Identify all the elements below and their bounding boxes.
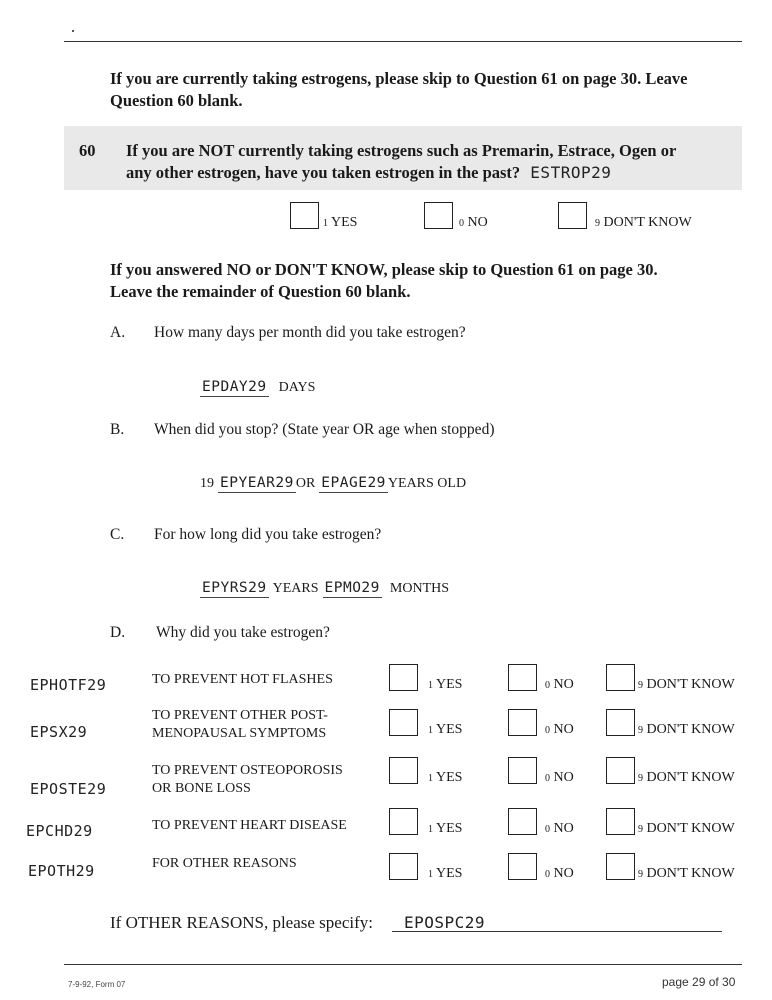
row1-no-checkbox[interactable] [508, 664, 537, 691]
row2-label [152, 707, 328, 743]
instruction-top-line1: If you are currently taking estrogens, please skip to Question 61 on page 30. Leave [110, 69, 688, 88]
footer-page-number: page 29 of 30 [662, 975, 736, 989]
row3-dontknow-code: 9 [638, 773, 643, 784]
row2-yes-code: 1 [428, 725, 433, 736]
row3-yes-option [428, 770, 462, 786]
instruction-top [110, 68, 688, 112]
row2-dontknow-option [638, 722, 735, 738]
question60-line1: If you are NOT currently taking estrogens such as Premarin, Estrace, Ogen or [126, 141, 677, 160]
partB-question: When did you stop? (State year OR age when stopped) [154, 421, 495, 438]
partB-age-unit: YEARS OLD [387, 476, 467, 491]
partB-age-field[interactable]: EPAGE29 [321, 475, 386, 491]
row2-dontknow-checkbox[interactable] [606, 709, 635, 736]
row4-label-line1: TO PREVENT HEART DISEASE [152, 818, 347, 833]
partA-question: How many days per month did you take estrogen? [154, 324, 466, 341]
row5-yes-code: 1 [428, 869, 433, 880]
row4-no-code: 0 [545, 824, 550, 835]
partC-months-field[interactable]: EPMO29 [324, 580, 380, 596]
row5-yes-option [428, 866, 462, 882]
partB-answer [200, 474, 466, 492]
row3-label-line2: OR BONE LOSS [152, 781, 251, 796]
row2-label-line2: MENOPAUSAL SYMPTOMS [152, 726, 327, 741]
row4-no-option [545, 821, 574, 837]
row2-dontknow-label: DON'T KNOW [646, 722, 735, 737]
specify-code[interactable]: EPOSPC29 [404, 913, 486, 932]
row1-label [152, 671, 333, 689]
row3-code: EPOSTE29 [30, 780, 107, 798]
q60-no-checkbox[interactable] [424, 202, 453, 229]
specify-label: If OTHER REASONS, please specify: [110, 913, 373, 932]
row4-dontknow-label: DON'T KNOW [646, 821, 735, 836]
row3-label-line1: TO PREVENT OSTEOPOROSIS [152, 763, 343, 778]
row3-no-checkbox[interactable] [508, 757, 537, 784]
partB-prefix: 19 [200, 476, 214, 491]
row5-no-checkbox[interactable] [508, 853, 537, 880]
row5-no-code: 0 [545, 869, 550, 880]
row1-yes-option [428, 677, 462, 693]
row2-yes-option [428, 722, 462, 738]
row5-no-label: NO [553, 866, 574, 881]
footer-form-id: 7-9-92, Form 07 [68, 980, 126, 989]
partB-or: OR [295, 476, 316, 491]
partC-answer [200, 579, 449, 597]
row5-dontknow-code: 9 [638, 869, 643, 880]
row2-no-label: NO [553, 722, 574, 737]
row1-yes-checkbox[interactable] [389, 664, 418, 691]
partA-answer [200, 378, 315, 396]
row2-yes-checkbox[interactable] [389, 709, 418, 736]
question60-line2-text: any other estrogen, have you taken estrogen in the past? [126, 163, 521, 182]
row5-label-line1: FOR OTHER REASONS [152, 856, 297, 871]
row4-no-label: NO [553, 821, 574, 836]
row5-yes-checkbox[interactable] [389, 853, 418, 880]
row1-dontknow-option [638, 677, 735, 693]
row3-yes-label: YES [435, 770, 463, 785]
row5-label [152, 855, 297, 873]
row4-code: EPCHD29 [26, 822, 93, 840]
partD-letter: D. [110, 624, 126, 641]
row5-yes-label: YES [435, 866, 463, 881]
row1-no-code: 0 [545, 680, 550, 691]
row2-dontknow-code: 9 [638, 725, 643, 736]
q60-dontknow-code: 9 [595, 218, 600, 229]
row5-dontknow-label: DON'T KNOW [646, 866, 735, 881]
row3-dontknow-label: DON'T KNOW [646, 770, 735, 785]
row2-label-line1: TO PREVENT OTHER POST- [152, 708, 328, 723]
question60-code: ESTROP29 [530, 163, 612, 182]
row1-dontknow-label: DON'T KNOW [646, 677, 735, 692]
row1-label-line1: TO PREVENT HOT FLASHES [152, 672, 333, 687]
partC-question: For how long did you take estrogen? [154, 526, 382, 543]
partA-letter: A. [110, 324, 126, 341]
q60-no-option [459, 215, 488, 231]
row3-dontknow-checkbox[interactable] [606, 757, 635, 784]
row4-dontknow-checkbox[interactable] [606, 808, 635, 835]
row4-yes-option [428, 821, 462, 837]
row4-yes-checkbox[interactable] [389, 808, 418, 835]
row1-no-option [545, 677, 574, 693]
row3-no-code: 0 [545, 773, 550, 784]
row1-dontknow-checkbox[interactable] [606, 664, 635, 691]
partC-years-unit: YEARS [272, 581, 319, 596]
partB-year-field[interactable]: EPYEAR29 [220, 475, 294, 491]
row4-no-checkbox[interactable] [508, 808, 537, 835]
q60-yes-checkbox[interactable] [290, 202, 319, 229]
q60-no-code: 0 [459, 218, 464, 229]
partC-letter: C. [110, 526, 125, 543]
row1-dontknow-code: 9 [638, 680, 643, 691]
row5-dontknow-option [638, 866, 735, 882]
partA-days-unit: DAYS [278, 380, 316, 395]
q60-yes-label: YES [330, 215, 358, 230]
row1-yes-code: 1 [428, 680, 433, 691]
q60-dontknow-label: DON'T KNOW [603, 215, 692, 230]
row1-yes-label: YES [435, 677, 463, 692]
row3-label [152, 762, 343, 798]
row3-no-label: NO [553, 770, 574, 785]
skip-instruction-line2: Leave the remainder of Question 60 blank. [110, 282, 411, 301]
row2-no-checkbox[interactable] [508, 709, 537, 736]
row3-dontknow-option [638, 770, 735, 786]
row4-dontknow-code: 9 [638, 824, 643, 835]
row3-no-option [545, 770, 574, 786]
row1-code: EPHOTF29 [30, 676, 107, 694]
q60-dontknow-checkbox[interactable] [558, 202, 587, 229]
partC-years-field[interactable]: EPYRS29 [202, 580, 267, 596]
row2-yes-label: YES [435, 722, 463, 737]
row4-label [152, 817, 347, 835]
q60-yes-option [323, 215, 357, 231]
question60-number: 60 [79, 141, 96, 160]
row5-dontknow-checkbox[interactable] [606, 853, 635, 880]
skip-instruction-line1: If you answered NO or DON'T KNOW, please skip to Question 61 on page 30. [110, 260, 658, 279]
row5-no-option [545, 866, 574, 882]
partA-days-field[interactable]: EPDAY29 [202, 379, 267, 395]
partD-question: Why did you take estrogen? [156, 624, 330, 641]
row3-yes-checkbox[interactable] [389, 757, 418, 784]
partC-months-unit: MONTHS [389, 581, 450, 596]
row4-yes-label: YES [435, 821, 463, 836]
question60-text [126, 140, 736, 184]
scan-mark [72, 30, 74, 32]
skip-instruction [110, 259, 658, 303]
q60-dontknow-option [595, 215, 692, 231]
q60-yes-code: 1 [323, 218, 328, 229]
row2-no-code: 0 [545, 725, 550, 736]
q60-no-label: NO [467, 215, 488, 230]
instruction-top-line2: Question 60 blank. [110, 91, 243, 110]
bottom-rule [64, 964, 742, 965]
row4-yes-code: 1 [428, 824, 433, 835]
row3-yes-code: 1 [428, 773, 433, 784]
row4-dontknow-option [638, 821, 735, 837]
row2-no-option [545, 722, 574, 738]
row2-code: EPSX29 [30, 723, 88, 741]
row1-no-label: NO [553, 677, 574, 692]
top-rule [64, 41, 742, 42]
partB-letter: B. [110, 421, 125, 438]
row5-code: EPOTH29 [28, 862, 95, 880]
question60-line2 [126, 162, 736, 184]
